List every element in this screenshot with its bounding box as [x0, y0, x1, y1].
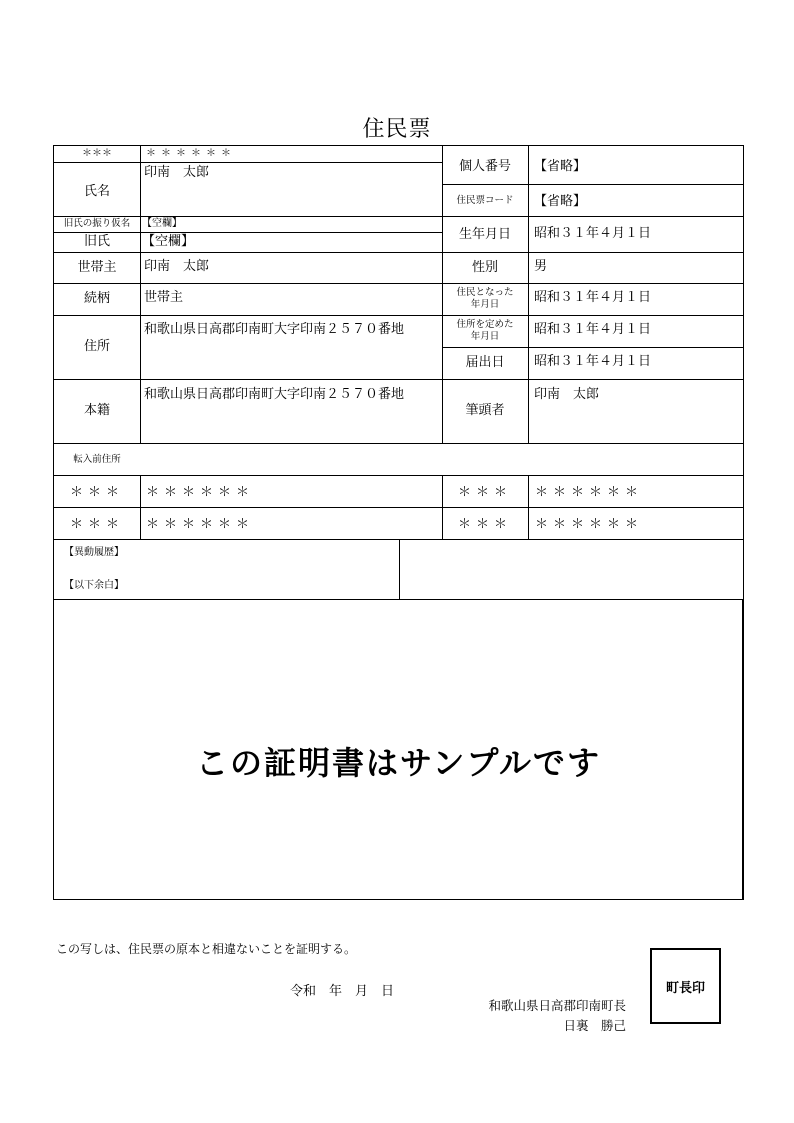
masked-label: ＊＊＊: [69, 485, 124, 500]
addr-set-label-1: 住所を定めた: [456, 319, 514, 330]
kyushi-kana-label: 旧氏の振り仮名: [63, 218, 131, 229]
kyushi-value: 【空欄】: [142, 234, 195, 249]
address-value: 和歌山県日高郡印南町大字印南２５７０番地: [144, 322, 405, 337]
divider: [140, 162, 442, 163]
blank-label: 【以下余白】: [64, 580, 124, 591]
divider: [442, 184, 744, 185]
divider: [528, 475, 529, 539]
masked-label: ＊＊＊: [457, 485, 512, 500]
became-value: 昭和３１年４月１日: [534, 290, 652, 305]
head-value: 印南 太郎: [534, 387, 600, 402]
mayor-seal: 町長印: [650, 948, 721, 1024]
name-value: 印南 太郎: [144, 165, 210, 180]
issuer-office: 和歌山県日高郡印南町長: [488, 998, 626, 1013]
sex-label: 性別: [471, 260, 498, 275]
head-label: 筆頭者: [465, 403, 505, 418]
code-label: 住民票コード: [456, 195, 514, 206]
honseki-label: 本籍: [83, 403, 110, 418]
kyushi-label: 旧氏: [83, 234, 110, 249]
divider: [54, 475, 744, 476]
birth-label: 生年月日: [458, 227, 511, 242]
resident-record-table: [53, 145, 744, 900]
divider: [54, 507, 744, 508]
addr-set-value: 昭和３１年４月１日: [534, 322, 652, 337]
divider: [54, 252, 744, 253]
kojin-value: 【省略】: [534, 159, 587, 174]
kojin-label: 個人番号: [458, 159, 511, 174]
honseki-value: 和歌山県日高郡印南町大字印南２５７０番地: [144, 387, 405, 402]
masked-value: ＊＊＊＊＊＊: [146, 148, 236, 159]
name-label: 氏名: [83, 184, 110, 199]
divider: [140, 146, 141, 443]
divider: [54, 216, 744, 217]
address-label: 住所: [83, 339, 110, 354]
document-title: 住民票: [362, 117, 432, 142]
masked-label: ＊＊＊: [69, 517, 124, 532]
sex-value: 男: [534, 259, 548, 274]
relation-label: 続柄: [83, 291, 110, 306]
divider: [399, 539, 400, 599]
masked-label: ＊＊＊: [82, 148, 112, 159]
issuer-name: 日裏 勝己: [563, 1018, 626, 1033]
masked-value: ＊＊＊＊＊＊: [535, 517, 644, 532]
masked-value: ＊＊＊＊＊＊: [535, 485, 644, 500]
issue-date: 令和 年 月 日: [290, 984, 395, 999]
divider: [54, 599, 744, 600]
divider: [54, 315, 744, 316]
divider: [54, 379, 744, 380]
relation-value: 世帯主: [144, 290, 184, 305]
issuer-block: [420, 996, 626, 1036]
certification-statement: この写しは、住民票の原本と相違ないことを証明する。: [56, 942, 357, 956]
became-label-2: 年月日: [470, 299, 500, 310]
household-value: 印南 太郎: [144, 259, 210, 274]
kyushi-kana-value: 【空欄】: [142, 218, 182, 229]
addr-set-label-2: 年月日: [470, 331, 500, 342]
divider: [54, 232, 442, 233]
divider: [54, 162, 140, 163]
became-label-1: 住民となった: [456, 287, 514, 298]
masked-label: ＊＊＊: [457, 517, 512, 532]
masked-value: ＊＊＊＊＊＊: [146, 485, 255, 500]
divider: [54, 443, 744, 444]
notify-value: 昭和３１年４月１日: [534, 354, 652, 369]
prev-address-label: 転入前住所: [73, 454, 121, 465]
divider: [528, 146, 529, 443]
notify-label: 届出日: [465, 355, 505, 370]
household-label: 世帯主: [77, 260, 117, 275]
code-value: 【省略】: [534, 194, 587, 209]
history-label: 【異動履歴】: [64, 547, 124, 558]
sample-notice: この証明書はサンプルです: [195, 744, 602, 782]
masked-value: ＊＊＊＊＊＊: [146, 517, 255, 532]
divider: [442, 347, 744, 348]
divider: [54, 283, 744, 284]
birth-value: 昭和３１年４月１日: [534, 226, 652, 241]
divider: [140, 475, 141, 539]
